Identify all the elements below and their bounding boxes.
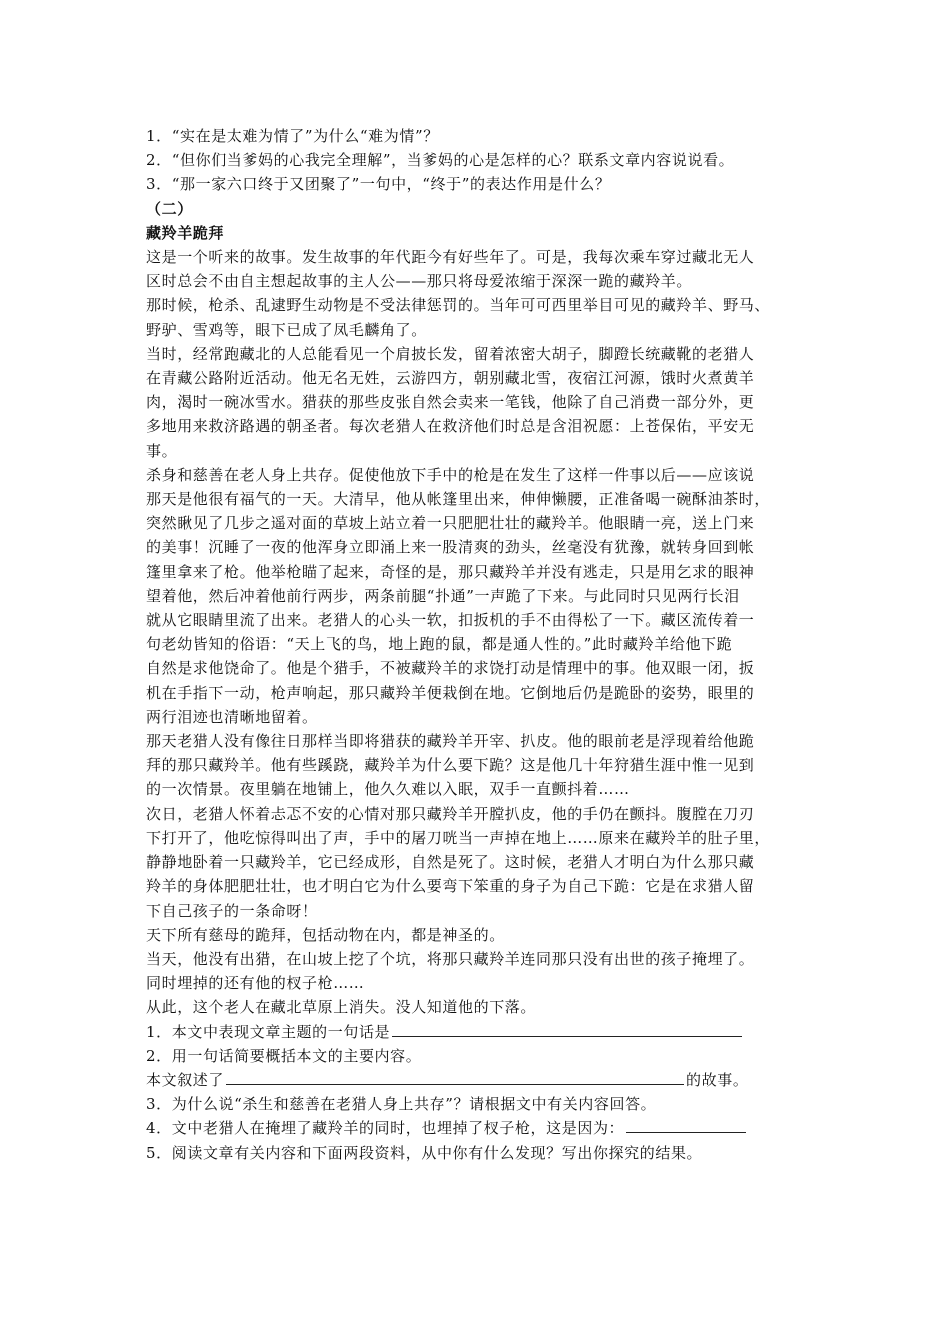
body-line: 次日，老猎人怀着忐忑不安的心情对那只藏羚羊开膛扒皮，他的手仍在颤抖。腹膛在刀刃 <box>146 804 755 823</box>
question-2-answer <box>146 1068 806 1092</box>
question-list <box>146 1020 806 1165</box>
answer-blank-4[interactable] <box>626 1116 746 1133</box>
question-2-prefix: 本文叙述了 <box>146 1070 225 1089</box>
body-line: 这是一个听来的故事。发生故事的年代距今有好些年了。可是，我每次乘车穿过藏北无人 <box>146 248 755 267</box>
article-title: 藏羚羊跪拜 <box>146 223 225 242</box>
body-line: 天下所有慈母的跪拜，包括动物在内，都是神圣的。 <box>146 925 505 944</box>
answer-blank-2[interactable] <box>226 1068 684 1085</box>
body-line: 的一次情景。夜里躺在地铺上，他久久难以入眠，双手一直颤抖着…… <box>146 780 630 799</box>
body-line: 静静地卧着一只藏羚羊，它已经成形，自然是死了。这时候，老猎人才明白为什么那只藏 <box>146 853 755 872</box>
body-line: 两行泪迹也清晰地留着。 <box>146 707 318 726</box>
body-line: 下打开了，他吃惊得叫出了声，手中的屠刀咣当一声掉在地上……原来在藏羚羊的肚子里， <box>146 828 771 847</box>
body-line: 突然瞅见了几步之遥对面的草坡上站立着一只肥肥壮壮的藏羚羊。他眼睛一亮，送上门来 <box>146 514 755 533</box>
question-4-text: 4．文中老猎人在掩埋了藏羚羊的同时，也埋掉了杈子枪，这是因为： <box>146 1119 625 1138</box>
body-line: 当时，经常跑藏北的人总能看见一个肩披长发，留着浓密大胡子，脚蹬长统藏靴的老猎人 <box>146 344 755 363</box>
body-line: 望着他，然后冲着他前行两步，两条前腿“扑通”一声跪了下来。与此同时只见两行长泪 <box>146 586 740 605</box>
body-line: 同时埋掉的还有他的杈子枪…… <box>146 974 365 993</box>
section-label: （二） <box>146 199 193 218</box>
body-line: 事。 <box>146 441 178 460</box>
body-line: 篷里拿来了枪。他举枪瞄了起来，奇怪的是，那只藏羚羊并没有逃走，只是用乞求的眼神 <box>146 562 755 581</box>
body-line: 下自己孩子的一条命呀！ <box>146 901 318 920</box>
question-1-text: 1．本文中表现文章主题的一句话是 <box>146 1022 391 1041</box>
body-line: 从此，这个老人在藏北草原上消失。没人知道他的下落。 <box>146 998 537 1017</box>
body-line: 多地用来救济路遇的朝圣者。每次老猎人在救济他们时总是含泪祝愿：上苍保佑，平安无 <box>146 417 755 436</box>
body-line: 在青藏公路附近活动。他无名无姓，云游四方，朝别藏北雪，夜宿江河源，饿时火煮黄羊 <box>146 369 755 388</box>
article-body <box>146 245 806 1020</box>
body-line: 就从它眼睛里流了出来。老猎人的心头一软，扣扳机的手不由得松了一下。藏区流传着一 <box>146 611 755 630</box>
body-line: 羚羊的身体肥肥壮壮，也才明白它为什么要弯下笨重的身子为自己下跪：它是在求猎人留 <box>146 877 755 896</box>
body-line: 杀身和慈善在老人身上共存。促使他放下手中的枪是在发生了这样一件事以后——应该说 <box>146 465 755 484</box>
body-line: 区时总会不由自主想起故事的主人公——那只将母爱浓缩于深深一跪的藏羚羊。 <box>146 272 693 291</box>
body-line: 拜的那只藏羚羊。他有些蹊跷，藏羚羊为什么要下跪？这是他几十年狩猎生涯中惟一见到 <box>146 756 755 775</box>
body-line: 的美事！沉睡了一夜的他浑身立即涌上来一股清爽的劲头，丝毫没有犹豫，就转身回到帐 <box>146 538 755 557</box>
body-line: 自然是求他饶命了。他是个猎手，不被藏羚羊的求饶打动是情理中的事。他双眼一闭，扳 <box>146 659 755 678</box>
body-line: 野驴、雪鸡等，眼下已成了凤毛麟角了。 <box>146 320 427 339</box>
question-4 <box>146 1116 806 1140</box>
pre-question-2: 2．“但你们当爹妈的心我完全理解”，当爹妈的心是怎样的心？联系文章内容说说看。 <box>146 151 735 170</box>
body-line: 机在手指下一动，枪声响起，那只藏羚羊便栽倒在地。它倒地后仍是跪卧的姿势，眼里的 <box>146 683 755 702</box>
body-line: 那时候，枪杀、乱逮野生动物是不受法律惩罚的。当年可可西里举目可见的藏羚羊、野马、 <box>146 296 771 315</box>
question-2: 2．用一句话简要概括本文的主要内容。 <box>146 1046 422 1065</box>
body-line: 那天是他很有福气的一天。大清早，他从帐篷里出来，伸伸懒腰，正准备喝一碗酥油茶时， <box>146 490 771 509</box>
body-line: 那天老猎人没有像往日那样当即将猎获的藏羚羊开宰、扒皮。他的眼前老是浮现着给他跪 <box>146 732 755 751</box>
body-line: 句老幼皆知的俗语：“天上飞的鸟，地上跑的鼠，都是通人性的。”此时藏羚羊给他下跪 <box>146 635 733 654</box>
question-2-suffix: 的故事。 <box>686 1070 749 1089</box>
pre-question-3: 3．“那一家六口终于又团聚了”一句中，“终于”的表达作用是什么？ <box>146 175 611 194</box>
question-3: 3．为什么说“杀生和慈善在老猎人身上共存”？请根据文中有关内容回答。 <box>146 1095 657 1114</box>
body-line: 当天，他没有出猎，在山坡上挖了个坑，将那只藏羚羊连同那只没有出世的孩子掩埋了。 <box>146 949 755 968</box>
pre-question-1: 1．“实在是太难为情了”为什么“难为情”？ <box>146 127 439 145</box>
body-line: 肉，渴时一碗冰雪水。猎获的那些皮张自然会卖来一笔钱，他除了自己消费一部分外，更 <box>146 393 755 412</box>
question-5: 5．阅读文章有关内容和下面两段资料，从中你有什么发现？写出你探究的结果。 <box>146 1143 703 1162</box>
answer-blank-1[interactable] <box>392 1020 742 1037</box>
document-page <box>146 124 806 1165</box>
question-1 <box>146 1020 806 1044</box>
